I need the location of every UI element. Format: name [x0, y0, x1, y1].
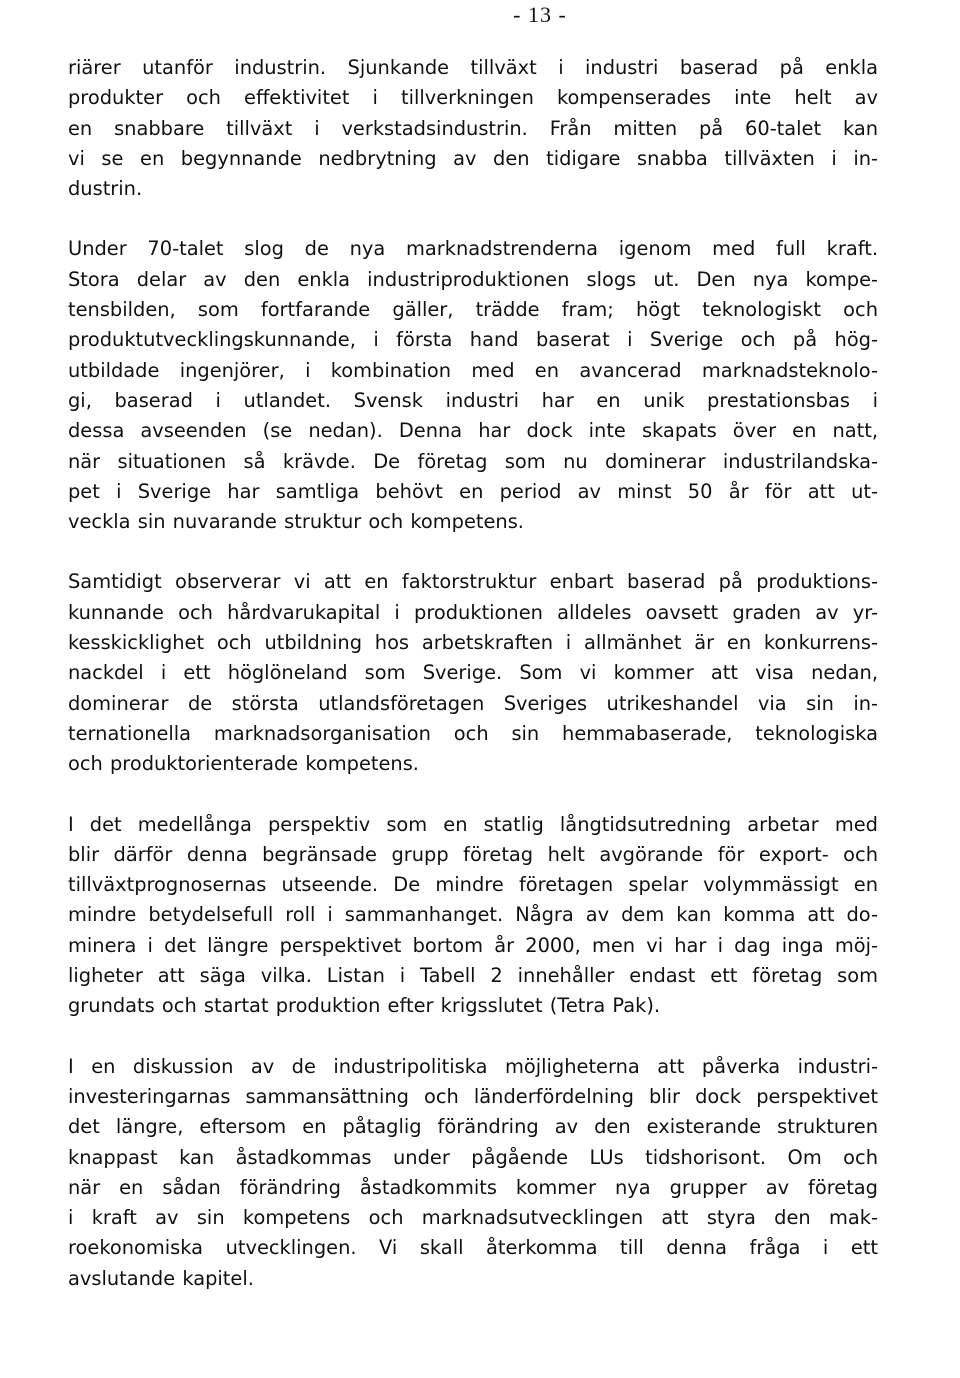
text-line: kunnande och hårdvarukapital i produktionen alldeles oavsett graden av yr- [68, 600, 878, 624]
text-line: produkter och effektivitet i tillverkningen kompenserades inte helt av [68, 86, 878, 110]
text-line: mindre betydelsefull roll i sammanhanget. Några av dem kan komma att do- [68, 903, 878, 927]
text-line: nackdel i ett höglöneland som Sverige. Som vi kommer att visa nedan, [68, 661, 878, 685]
text-line: Under 70-talet slog de nya marknadstrenderna igenom med full kraft. [68, 237, 878, 261]
text-line: tillväxtprognosernas utseende. De mindre företagen spelar volymmässigt en [68, 873, 878, 897]
text-line: investeringarnas sammansättning och länderfördelning blir dock perspektivet [68, 1084, 878, 1108]
text-line: utbildade ingenjörer, i kombination med en avancerad marknadsteknolo- [68, 358, 878, 382]
text-line: ternationella marknadsorganisation och sin hemmabaserade, teknologiska [68, 721, 878, 745]
paragraph-1 [68, 53, 878, 204]
paragraph-3 [68, 567, 878, 779]
text-line: ligheter att säga vilka. Listan i Tabell 2 innehåller endast ett företag som [68, 964, 878, 988]
text-line: tensbilden, som fortfarande gäller, trädde fram; högt teknologiskt och [68, 298, 878, 322]
text-line: I en diskussion av de industripolitiska möjligheterna att påverka industri- [68, 1054, 878, 1078]
text-line: kesskicklighet och utbildning hos arbetskraften i allmänhet är en konkurrens- [68, 631, 878, 655]
text-line: när situationen så krävde. De företag som nu dominerar industrilandska- [68, 449, 878, 473]
text-line: dustrin. [68, 177, 143, 201]
paragraph-4 [68, 810, 878, 1022]
page-number: - 13 - [513, 2, 567, 27]
text-line: I det medellånga perspektiv som en statlig långtidsutredning arbetar med [68, 812, 878, 836]
text-line: produktutvecklingskunnande, i första hand baserat i Sverige och på hög- [68, 328, 878, 352]
text-line: en snabbare tillväxt i verkstadsindustrin. Från mitten på 60-talet kan [68, 116, 878, 140]
paragraph-5 [68, 1052, 878, 1294]
text-line: riärer utanför industrin. Sjunkande tillväxt i industri baserad på enkla [68, 56, 878, 79]
text-line: dominerar de största utlandsföretagen Sveriges utrikeshandel via sin in- [68, 691, 878, 715]
text-line: vi se en begynnande nedbrytning av den tidigare snabba tillväxten i in- [68, 146, 878, 170]
text-line: veckla sin nuvarande struktur och kompetens. [68, 510, 524, 534]
text-line: i kraft av sin kompetens och marknadsutvecklingen att styra den mak- [68, 1206, 878, 1230]
text-line: Stora delar av den enkla industriproduktionen slogs ut. Den nya kompe- [68, 267, 878, 291]
paragraph-2 [68, 234, 878, 537]
text-line: grundats och startat produktion efter krigsslutet (Tetra Pak). [68, 994, 661, 1018]
text-line: gi, baserad i utlandet. Svensk industri har en unik prestationsbas i [68, 388, 878, 412]
text-line: dessa avseenden (se nedan). Denna har dock inte skapats över en natt, [68, 419, 878, 443]
text-line: knappast kan åstadkommas under pågående LUs tidshorisont. Om och [68, 1145, 878, 1169]
text-line: Samtidigt observerar vi att en faktorstruktur enbart baserad på produktions- [68, 570, 878, 594]
text-line: pet i Sverige har samtliga behövt en period av minst 50 år för att ut- [68, 479, 878, 503]
text-line: det längre, eftersom en påtaglig förändring av den existerande strukturen [68, 1115, 878, 1139]
text-line: och produktorienterade kompetens. [68, 752, 419, 776]
text-line: roekonomiska utvecklingen. Vi skall återkomma till denna fråga i ett [68, 1236, 878, 1260]
text-line: minera i det längre perspektivet bortom år 2000, men vi har i dag inga möj- [68, 933, 878, 957]
text-line: avslutande kapitel. [68, 1266, 254, 1290]
document-body [68, 53, 878, 1294]
text-line: blir därför denna begränsade grupp företag helt avgörande för export- och [68, 842, 878, 866]
text-line: när en sådan förändring åstadkommits kommer nya grupper av företag [68, 1175, 878, 1199]
